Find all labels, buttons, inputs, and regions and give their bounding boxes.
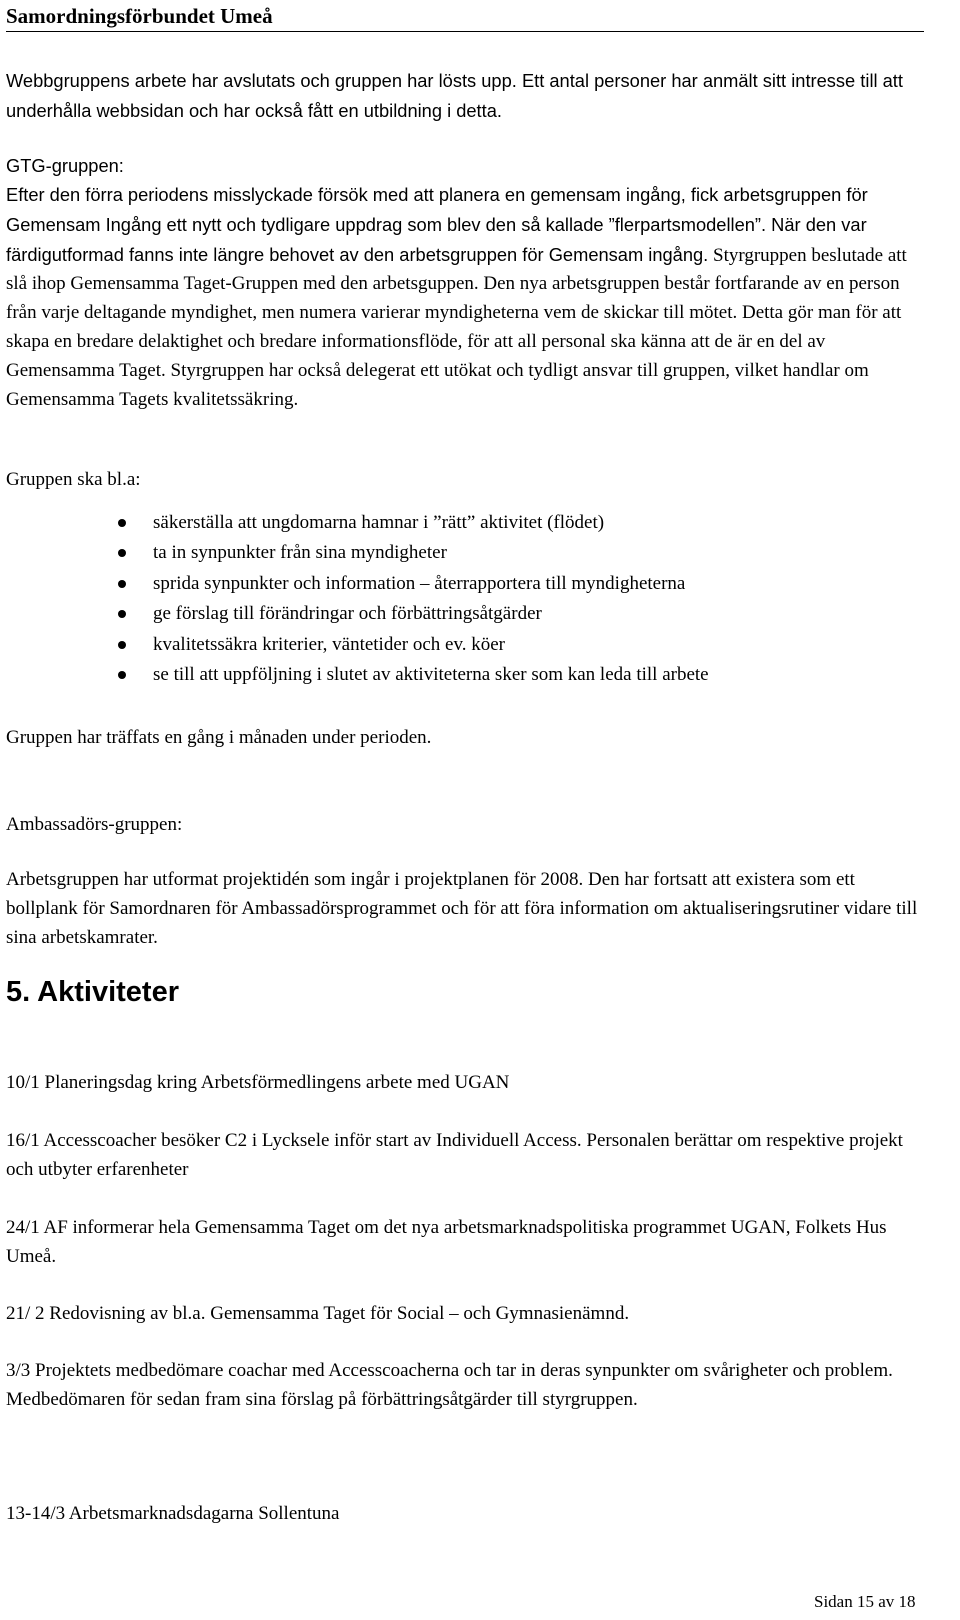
list-item (6, 508, 924, 538)
header-divider (6, 31, 924, 32)
activity-entry: 3/3 Projektets medbedömare coachar med Accesscoacherna och tar in deras synpunkter om svårigheter och problem. Medbedömaren för sedan fram sina förslag på förbättringsåtgärder till styrgruppen. (6, 1360, 893, 1410)
gtg-body-paragraph (6, 181, 924, 414)
ambassador-heading: Ambassadörs-gruppen: (6, 814, 183, 835)
gtg-task-list (6, 508, 924, 690)
list-item-text: sprida synpunkter och information – återrapportera till myndigheterna (153, 572, 686, 594)
activity-entry: 10/1 Planeringsdag kring Arbetsförmedlingens arbete med UGAN (6, 1072, 510, 1093)
list-item (6, 599, 924, 629)
intro-paragraph (6, 67, 924, 127)
gtg-body-part-1: Efter den förra periodens misslyckade försök med att planera en gemensam ingång, fick arbetsgruppen för Gemensam Ingång ett nytt och tydligare uppdrag som blev den så kallade ”flerpartsmodellen”. När den var färdigutformad fanns inte längre behovet av den arbetsgruppen för Gemensam ingång. (6, 184, 868, 265)
ambassador-body: Arbetsgruppen har utformat projektidén som ingår i projektplanen för 2008. Den har fortsatt att existera som ett bollplank för Samordnaren för Ambassadörsprogrammet och för att föra information om aktualiseringsrutiner vidare till sina arbetskamrater. (6, 869, 918, 948)
intro-sentence-1: Webbgruppens arbete har avslutats och gruppen har lösts upp. (6, 70, 517, 91)
bullet-icon (118, 671, 126, 679)
activity-entry: 21/ 2 Redovisning av bl.a. Gemensamma Taget för Social – och Gymnasienämnd. (6, 1303, 630, 1324)
list-item-text: ta in synpunkter från sina myndigheter (153, 542, 447, 564)
gtg-meetings-text: Gruppen har träffats en gång i månaden under perioden. (6, 727, 432, 748)
list-item-text: säkerställa att ungdomarna hamnar i ”rätt” aktivitet (flödet) (153, 512, 605, 533)
list-item (6, 569, 924, 599)
bullet-icon (118, 549, 126, 557)
section-heading-activities: 5. Aktiviteter (6, 976, 179, 1008)
activity-entry: 13-14/3 Arbetsmarknadsdagarna Sollentuna (6, 1503, 340, 1524)
list-item (6, 538, 924, 568)
list-item-text: se till att uppföljning i slutet av aktiviteterna sker som kan leda till arbete (153, 663, 709, 685)
gtg-list-intro: Gruppen ska bl.a: (6, 469, 141, 490)
intro-sentence-2: Ett antal personer har anmält sitt intresse till att underhålla webbsidan och har också fått en utbildning i detta. (6, 70, 903, 121)
activity-entry: 24/1 AF informerar hela Gemensamma Taget om det nya arbetsmarknadspolitiska programmet UGAN, Folkets Hus Umeå. (6, 1217, 887, 1267)
list-item-text: ge förslag till förändringar och förbättringsåtgärder (153, 603, 542, 625)
bullet-icon (118, 641, 126, 649)
list-item (6, 660, 924, 690)
list-item (6, 630, 924, 660)
page-number: Sidan 15 av 18 (814, 1592, 916, 1611)
gtg-heading: GTG-gruppen: (6, 155, 124, 176)
document-header-title: Samordningsförbundet Umeå (6, 4, 273, 28)
list-item-text: kvalitetssäkra kriterier, väntetider och ev. köer (153, 633, 505, 655)
gtg-body-part-2: Styrgruppen beslutade att slå ihop Gemensamma Taget-Gruppen med den arbetsguppen. Den nya arbetsgruppen består fortfarande av en person från varje deltagande myndighet, men numera varierar myndigheterna vem de skickar till mötet. Detta gör man för att skapa en bredare delaktighet och bredare informationsflöde, för att all personal ska känna att de är en del av Gemensamma Taget. Styrgruppen har också delegerat ett utökat och tydligt ansvar till gruppen, vilket handlar om Gemensamma Tagets kvalitetssäkring. (6, 244, 907, 410)
bullet-icon (118, 519, 126, 527)
activity-entry: 16/1 Accesscoacher besöker C2 i Lycksele inför start av Individuell Access. Personalen berättar om respektive projekt och utbyter erfarenheter (6, 1130, 903, 1180)
bullet-icon (118, 610, 126, 618)
bullet-icon (118, 580, 126, 588)
